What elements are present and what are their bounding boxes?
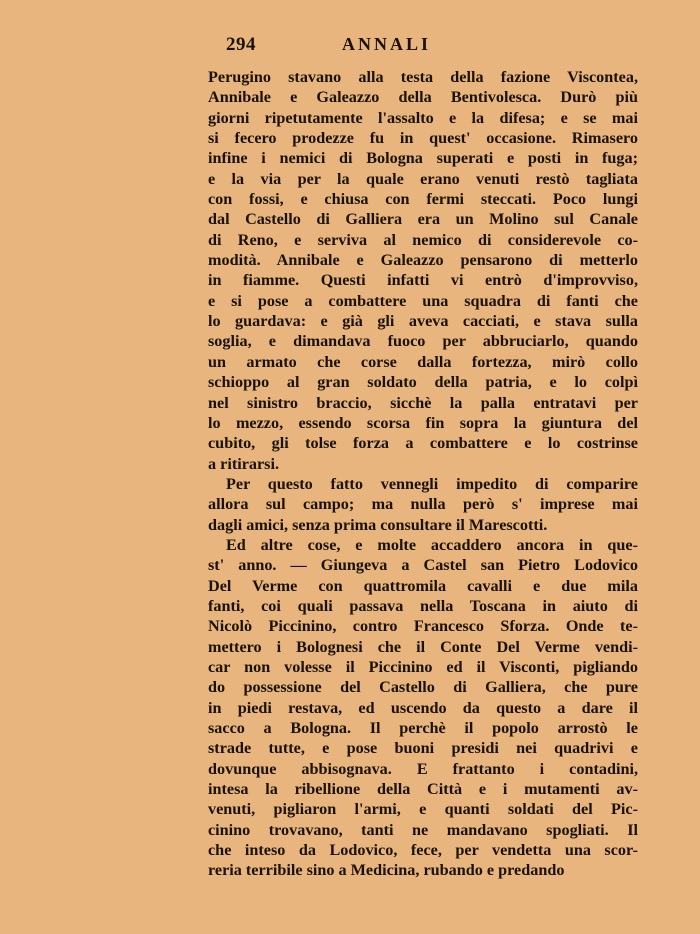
text-line: e la via per la quale erano venuti restò tagliata — [208, 169, 638, 188]
text-line: di Reno, e serviva al nemico di considerevole co- — [208, 230, 638, 249]
text-line: lo guardava: e già gli aveva cacciati, e stava sulla — [208, 312, 638, 331]
text-line: soglia, e dimandava fuoco per abbruciarlo, quando — [208, 332, 638, 351]
text-line: dal Castello di Galliera era un Molino sul Canale — [208, 210, 638, 229]
text-line: st' anno. — Giungeva a Castel san Pietro Lodovico — [208, 556, 638, 575]
text-line: nel sinistro braccio, sicchè la palla entratavi per — [208, 393, 638, 412]
text-body — [208, 67, 638, 881]
text-line: do possessione del Castello di Galliera, che pure — [208, 678, 638, 697]
text-line: strade tutte, e pose buoni presidi nei quadrivi e — [208, 739, 638, 758]
text-line: infine i nemici di Bologna superati e posti in fuga; — [208, 149, 638, 168]
paragraph — [208, 474, 638, 535]
text-line: Per questo fatto vennegli impedito di comparire — [226, 474, 638, 493]
text-line: con fossi, e chiusa con fermi steccati. Poco lungi — [208, 190, 638, 209]
page-number: 294 — [226, 34, 256, 55]
text-line: Perugino stavano alla testa della fazione Viscontea, — [208, 68, 638, 86]
text-line: venuti, pigliaron l'armi, e quanti soldati del Pic- — [208, 800, 638, 819]
text-line: Nicolò Piccinino, contro Francesco Sforza. Onde te- — [208, 617, 638, 636]
text-line: che inteso da Lodovico, fece, per vendetta una scor- — [208, 841, 638, 860]
text-line: in piedi restava, ed uscendo da questo a dare il — [208, 698, 638, 717]
text-line: Ed altre cose, e molte accaddero ancora in que- — [226, 535, 638, 554]
paragraph — [208, 535, 638, 881]
text-line: fanti, coi quali passava nella Toscana in aiuto di — [208, 596, 638, 615]
text-line: e si pose a combattere una squadra di fanti che — [208, 291, 638, 310]
text-line: intesa la ribellione della Città e i mutamenti av- — [208, 780, 638, 799]
text-line: allora sul campo; ma nulla però s' imprese mai — [208, 495, 638, 514]
text-line: Del Verme con quattromila cavalli e due mila — [208, 576, 638, 595]
text-line: a ritirarsi. — [208, 454, 280, 473]
text-line: un armato che corse dalla fortezza, mirò collo — [208, 352, 638, 371]
page-header — [208, 34, 638, 62]
running-head: ANNALI — [342, 34, 432, 54]
text-line: cinino trovavano, tanti ne mandavano spogliati. Il — [208, 820, 638, 839]
text-line: si fecero prodezze fu in quest' occasione. Rimasero — [208, 129, 638, 148]
text-line: car non volesse il Piccinino ed il Visconti, pigliando — [208, 657, 638, 676]
text-line: modità. Annibale e Galeazzo pensarono di metterlo — [208, 251, 638, 270]
text-line: Annibale e Galeazzo della Bentivolesca. Durò più — [208, 88, 638, 107]
text-line: schioppo al gran soldato della patria, e lo colpì — [208, 373, 638, 392]
text-line: dovunque abbisognava. E frattanto i contadini, — [208, 759, 638, 778]
text-line: dagli amici, senza prima consultare il Marescotti. — [208, 515, 548, 534]
text-line: mettero i Bolognesi che il Conte Del Verme vendi- — [208, 637, 638, 656]
text-line: in fiamme. Questi infatti vi entrò d'improvviso, — [208, 271, 638, 290]
text-line: sacco a Bologna. Il perchè il popolo arrostò le — [208, 719, 638, 737]
text-line: reria terribile sino a Medicina, rubando e predando — [208, 861, 565, 880]
paragraph — [208, 67, 638, 474]
text-line: cubito, gli tolse forza a combattere e lo costrinse — [208, 434, 638, 453]
text-line: giorni ripetutamente l'assalto e la difesa; e se mai — [208, 108, 638, 127]
text-line: lo mezzo, essendo scorsa fin sopra la giuntura del — [208, 413, 638, 432]
